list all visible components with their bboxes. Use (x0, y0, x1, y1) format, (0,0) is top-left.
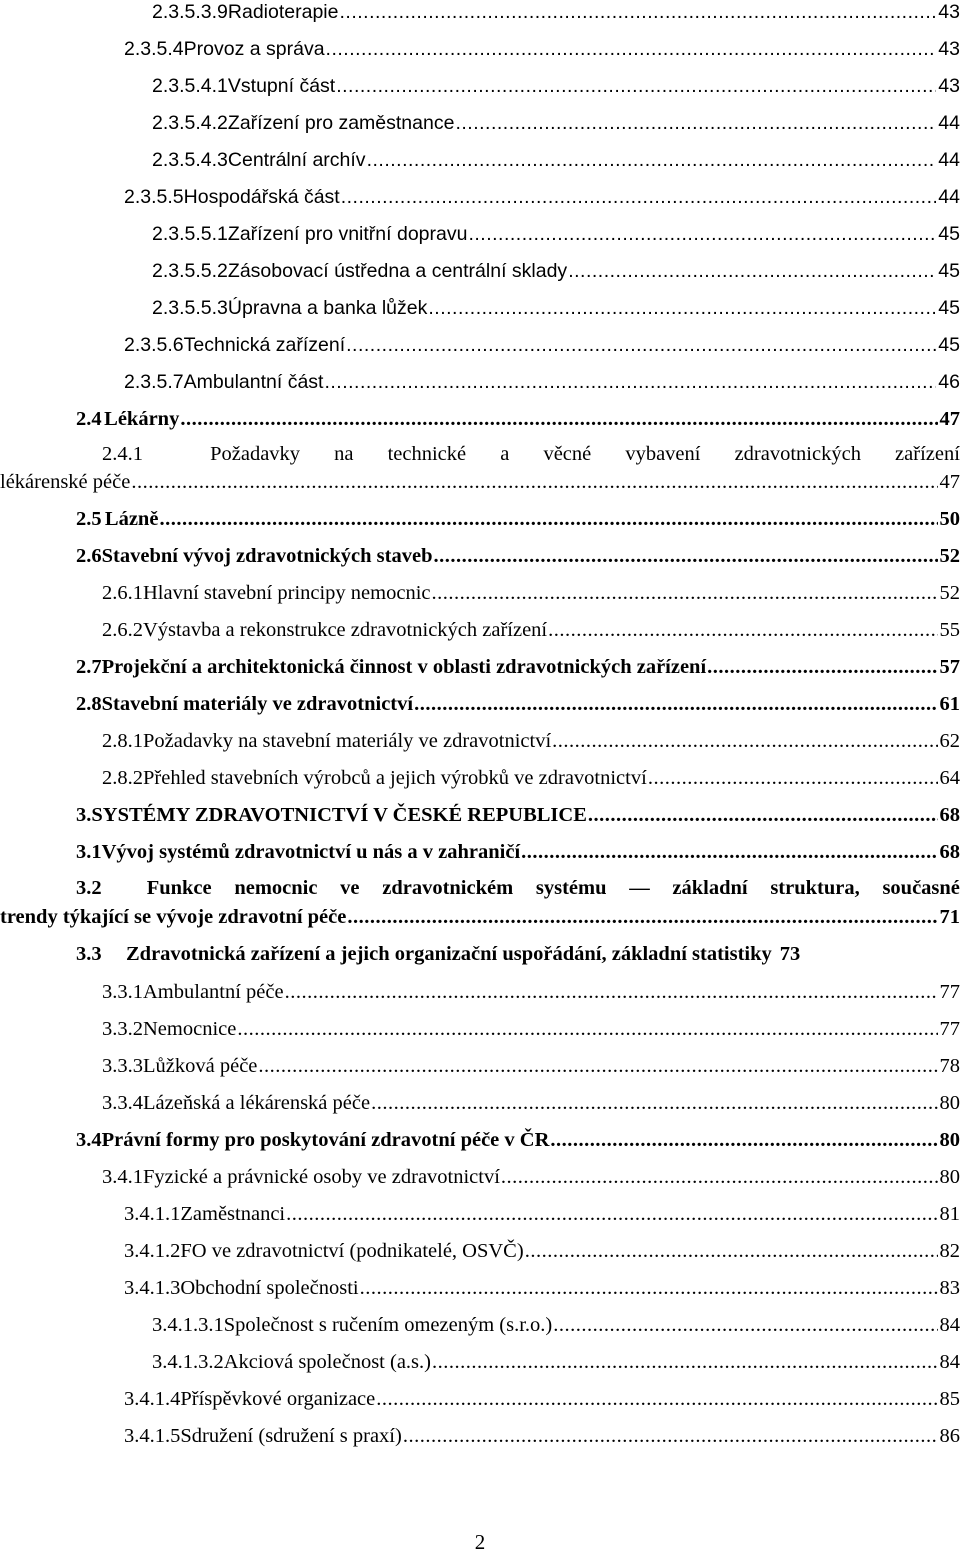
dot-leader (159, 507, 937, 531)
toc-entry-title: Lékárny (104, 407, 180, 431)
dot-leader (341, 185, 937, 209)
toc-entry-title: Radioterapie (228, 0, 340, 24)
dot-leader (428, 296, 936, 320)
toc-entry-title: Požadavky na stavební materiály ve zdravotnictví (143, 729, 552, 753)
toc-entry-page: 55 (938, 618, 960, 642)
toc-entry-page: 80 (938, 1091, 960, 1115)
toc-entry-page: 78 (938, 1054, 960, 1078)
dot-leader (525, 1239, 938, 1263)
toc-entry-title-word: zdravotnickém (382, 876, 513, 900)
toc-entry-number: 3.4.1.1 (124, 1202, 180, 1226)
toc-entry-title-word: Požadavky (210, 442, 300, 466)
toc-entry-title: Lázně (105, 507, 160, 531)
dot-leader (568, 259, 936, 283)
toc-entry[interactable] (0, 1202, 960, 1239)
toc-entry-page: 80 (938, 1128, 960, 1152)
toc-entry-page: 83 (938, 1276, 960, 1300)
toc-entry-page: 44 (936, 185, 960, 209)
toc-entry[interactable] (0, 803, 960, 840)
dot-leader (550, 1128, 937, 1152)
toc-entry[interactable] (0, 370, 960, 407)
toc-entry-title-word: nemocnic (234, 876, 317, 900)
toc-entry-number: 3.4.1.5 (124, 1424, 180, 1448)
toc-entry-title-word: struktura, (770, 876, 859, 900)
toc-entry[interactable] (0, 507, 960, 544)
toc-entry-title-word: zařízení (895, 442, 960, 466)
toc-entry-number: 3.3.2 (102, 1017, 143, 1041)
dot-leader (237, 1017, 937, 1041)
dot-leader (433, 544, 937, 568)
toc-entry[interactable] (0, 942, 960, 979)
toc-entry-title: Stavební materiály ve zdravotnictví (102, 692, 414, 716)
toc-entry-number: 2.6.1 (102, 581, 143, 605)
toc-entry[interactable] (0, 185, 960, 222)
toc-entry-page: 84 (938, 1350, 960, 1374)
toc-entry-number: 3.4 (76, 1128, 102, 1152)
dot-leader (501, 1165, 938, 1189)
toc-entry-number: 3.4.1.4 (124, 1387, 180, 1411)
dot-leader (346, 333, 936, 357)
toc-entry-number: 2.6.2 (102, 618, 143, 642)
toc-entry-title-word: ve (340, 876, 359, 900)
toc-entry-number: 2.7 (76, 655, 102, 679)
toc-entry-title: Přehled stavebních výrobců a jejich výrobků ve zdravotnictví (143, 766, 648, 790)
toc-entry[interactable] (0, 0, 960, 37)
toc-entry[interactable] (0, 655, 960, 692)
toc-entry-number: 3.3.3 (102, 1054, 143, 1078)
toc-entry-title: Obchodní společnosti (180, 1276, 359, 1300)
toc-entry-page: 73 (778, 942, 801, 966)
dot-leader (553, 1313, 937, 1337)
toc-entry-number: 2.3.5.4.3 (152, 148, 228, 172)
toc-entry[interactable] (0, 442, 960, 506)
toc-entry-page: 43 (936, 74, 960, 98)
toc-entry[interactable] (0, 74, 960, 111)
toc-entry-number: 2.3.5.6 (124, 333, 184, 357)
toc-entry[interactable] (0, 980, 960, 1017)
dot-leader (455, 111, 936, 135)
toc-entry-number: 2.5 (76, 507, 105, 531)
toc-entry-title: Zásobovací ústředna a centrální sklady (228, 259, 568, 283)
dot-leader (339, 0, 936, 24)
toc-entry-number: 3.3.1 (102, 980, 143, 1004)
toc-entry-title: Lázeňská a lékárenská péče (143, 1091, 371, 1115)
toc-entry[interactable] (0, 1165, 960, 1202)
toc-entry-page: 71 (938, 905, 960, 929)
toc-entry-title: FO ve zdravotnictví (podnikatelé, OSVČ) (180, 1239, 524, 1263)
toc-entry-page: 61 (938, 692, 960, 716)
toc-entry[interactable] (0, 1276, 960, 1313)
dot-leader (548, 618, 937, 642)
toc-entry-number: 2.8.1 (102, 729, 143, 753)
toc-entry[interactable] (0, 1387, 960, 1424)
toc-entry-title-word: — (629, 876, 650, 900)
toc-entry-page: 57 (938, 655, 960, 679)
toc-entry-page: 45 (936, 333, 960, 357)
toc-entry-title: trendy týkající se vývoje zdravotní péče (0, 905, 347, 929)
dot-leader (414, 692, 937, 716)
dot-leader (376, 1387, 937, 1411)
toc-entry[interactable] (0, 1054, 960, 1091)
toc-entry-number: 3.3 (76, 942, 126, 966)
dot-leader (432, 581, 938, 605)
toc-entry[interactable] (0, 766, 960, 803)
dot-leader (552, 729, 937, 753)
toc-entry-number: 3.4.1 (102, 1165, 143, 1189)
toc-entry[interactable] (0, 581, 960, 618)
toc-entry[interactable] (0, 222, 960, 259)
dot-leader (403, 1424, 938, 1448)
toc-entry[interactable] (0, 729, 960, 766)
toc-entry-page: 43 (936, 37, 960, 61)
toc-entry[interactable] (0, 407, 960, 444)
toc-entry-number: 3.4.1.3 (124, 1276, 180, 1300)
toc-entry[interactable] (0, 259, 960, 296)
toc-entry[interactable] (0, 618, 960, 655)
toc-entry-title: Zařízení pro vnitřní dopravu (228, 222, 469, 246)
toc-entry-title: Vstupní část (228, 74, 336, 98)
toc-entry-number: 3.3.4 (102, 1091, 143, 1115)
toc-entry-title-word: věcné (543, 442, 591, 466)
toc-entry[interactable] (0, 111, 960, 148)
toc-entry-number: 3.2 (76, 876, 124, 900)
toc-entry-page: 68 (938, 803, 960, 827)
toc-entry-page: 47 (938, 470, 960, 494)
toc-entry-page: 64 (938, 766, 960, 790)
dot-leader (468, 222, 936, 246)
toc-entry-title: Výstavba a rekonstrukce zdravotnických zařízení (143, 618, 548, 642)
toc-entry-title: Technická zařízení (184, 333, 347, 357)
toc-entry-page: 45 (936, 222, 960, 246)
toc-entry-title-word: zdravotnických (735, 442, 861, 466)
toc-entry-number: 2.3.5.5.2 (152, 259, 228, 283)
toc-entry-number: 3.4.1.3.2 (152, 1350, 224, 1374)
dot-leader (285, 980, 938, 1004)
toc-entry-number: 2.3.5.5.1 (152, 222, 228, 246)
toc-entry-title-word: současné (882, 876, 959, 900)
toc-entry-number: 2.6 (76, 544, 102, 568)
toc-entry-title: Centrální archív (228, 148, 367, 172)
toc-entry-title: Hlavní stavební principy nemocnic (143, 581, 432, 605)
toc-entry-title: Lůžková péče (143, 1054, 258, 1078)
toc-entry-number: 3. (76, 803, 91, 827)
toc-entry-number: 2.4.1 (102, 442, 176, 466)
toc-entry-title: Společnost s ručením omezeným (s.r.o.) (224, 1313, 554, 1337)
toc-entry-number: 3.4.1.3.1 (152, 1313, 224, 1337)
dot-leader (258, 1054, 937, 1078)
toc-entry-page: 81 (938, 1202, 960, 1226)
dot-leader (180, 407, 937, 431)
toc-entry-number: 2.3.5.5.3 (152, 296, 228, 320)
toc-entry[interactable] (0, 1350, 960, 1387)
dot-leader (432, 1350, 938, 1374)
toc-entry-title: Zdravotnická zařízení a jejich organizační uspořádání, základní statistiky (126, 942, 778, 966)
toc-entry-title: Právní formy pro poskytování zdravotní péče v ČR (102, 1128, 551, 1152)
toc-entry-number: 2.8.2 (102, 766, 143, 790)
toc-entry-number: 2.3.5.7 (124, 370, 184, 394)
toc-entry-title: SYSTÉMY ZDRAVOTNICTVÍ V ČESKÉ REPUBLICE (91, 803, 588, 827)
dot-leader (324, 370, 936, 394)
toc-entry-page: 62 (938, 729, 960, 753)
toc-entry-number: 2.3.5.3.9 (152, 0, 228, 24)
dot-leader (360, 1276, 938, 1300)
toc-entry-title: Nemocnice (143, 1017, 237, 1041)
dot-leader (326, 37, 937, 61)
toc-entry-page: 52 (938, 581, 960, 605)
toc-entry-title: Sdružení (sdružení s praxí) (180, 1424, 402, 1448)
dot-leader (588, 803, 938, 827)
toc-entry[interactable] (0, 1128, 960, 1165)
toc-entry-title-word: systému (536, 876, 607, 900)
dot-leader (131, 470, 937, 494)
toc-entry-title: Akciová společnost (a.s.) (224, 1350, 432, 1374)
toc-entry-title-word: základní (672, 876, 747, 900)
toc-entry-page: 50 (938, 507, 960, 531)
toc-entry[interactable] (0, 37, 960, 74)
dot-leader (286, 1202, 937, 1226)
toc-entry-number: 2.3.5.4.2 (152, 111, 228, 135)
toc-entry[interactable] (0, 296, 960, 333)
toc-entry-page: 77 (938, 1017, 960, 1041)
toc-entry-title: Ambulantní péče (143, 980, 285, 1004)
toc-entry-page: 43 (936, 0, 960, 24)
toc-entry-title: Zařízení pro zaměstnance (228, 111, 456, 135)
toc-entry[interactable] (0, 1017, 960, 1054)
dot-leader (336, 74, 936, 98)
dot-leader (648, 766, 938, 790)
dot-leader (521, 840, 937, 864)
toc-entry-title: Hospodářská část (184, 185, 341, 209)
toc-entry-page: 52 (938, 544, 960, 568)
toc-entry-number: 2.4 (76, 407, 104, 431)
toc-entry-title: Vývoj systémů zdravotnictví u nás a v zahraničí (102, 840, 522, 864)
toc-entry-title: Příspěvkové organizace (180, 1387, 376, 1411)
toc-entry-page: 45 (936, 296, 960, 320)
toc-entry[interactable] (0, 1424, 960, 1461)
toc-entry[interactable] (0, 1313, 960, 1350)
toc-entry-title: Ambulantní část (184, 370, 325, 394)
dot-leader (347, 905, 937, 929)
dot-leader (707, 655, 937, 679)
toc-entry-page: 86 (938, 1424, 960, 1448)
toc-entry-number: 2.3.5.4 (124, 37, 184, 61)
toc-entry-page: 68 (938, 840, 960, 864)
toc-entry-number: 3.4.1.2 (124, 1239, 180, 1263)
toc-entry[interactable] (0, 1091, 960, 1128)
toc-entry-title-word: na (334, 442, 353, 466)
toc-entry-title: Fyzické a právnické osoby ve zdravotnictví (143, 1165, 501, 1189)
toc-entry-title: Provoz a správa (184, 37, 326, 61)
toc-entry-title: lékárenské péče (0, 470, 131, 494)
toc-entry-page: 77 (938, 980, 960, 1004)
toc-entry-title-word: a (500, 442, 509, 466)
toc-entry[interactable] (0, 148, 960, 185)
dot-leader (371, 1091, 937, 1115)
toc-entry-page: 46 (936, 370, 960, 394)
toc-entry-title-word: Funkce (147, 876, 212, 900)
toc-entry[interactable] (0, 1239, 960, 1276)
toc-entry-title: Zaměstnanci (180, 1202, 286, 1226)
toc-entry[interactable] (0, 544, 960, 581)
toc-entry-page: 44 (936, 111, 960, 135)
toc-entry-title: Projekční a architektonická činnost v oblasti zdravotnických zařízení (102, 655, 708, 679)
toc-entry-page: 45 (936, 259, 960, 283)
page-number: 2 (0, 1530, 960, 1555)
toc-entry-number: 3.1 (76, 840, 102, 864)
toc-entry-page: 82 (938, 1239, 960, 1263)
toc-entry-page: 84 (938, 1313, 960, 1337)
toc-entry-title: Stavební vývoj zdravotnických staveb (102, 544, 434, 568)
dot-leader (367, 148, 937, 172)
toc-entry-title-word: vybavení (625, 442, 700, 466)
toc-entry-page: 47 (938, 407, 960, 431)
toc-entry-number: 2.3.5.4.1 (152, 74, 228, 98)
toc-entry-number: 2.8 (76, 692, 102, 716)
toc-entry-title: Úpravna a banka lůžek (228, 296, 428, 320)
toc-entry-page: 80 (938, 1165, 960, 1189)
toc-entry-page: 85 (938, 1387, 960, 1411)
toc-entry[interactable] (0, 876, 960, 940)
toc-entry[interactable] (0, 333, 960, 370)
toc-entry[interactable] (0, 840, 960, 877)
toc-entry-title-word: technické (388, 442, 467, 466)
toc-entry-page: 44 (936, 148, 960, 172)
toc-entry[interactable] (0, 692, 960, 729)
toc-entry-number: 2.3.5.5 (124, 185, 184, 209)
